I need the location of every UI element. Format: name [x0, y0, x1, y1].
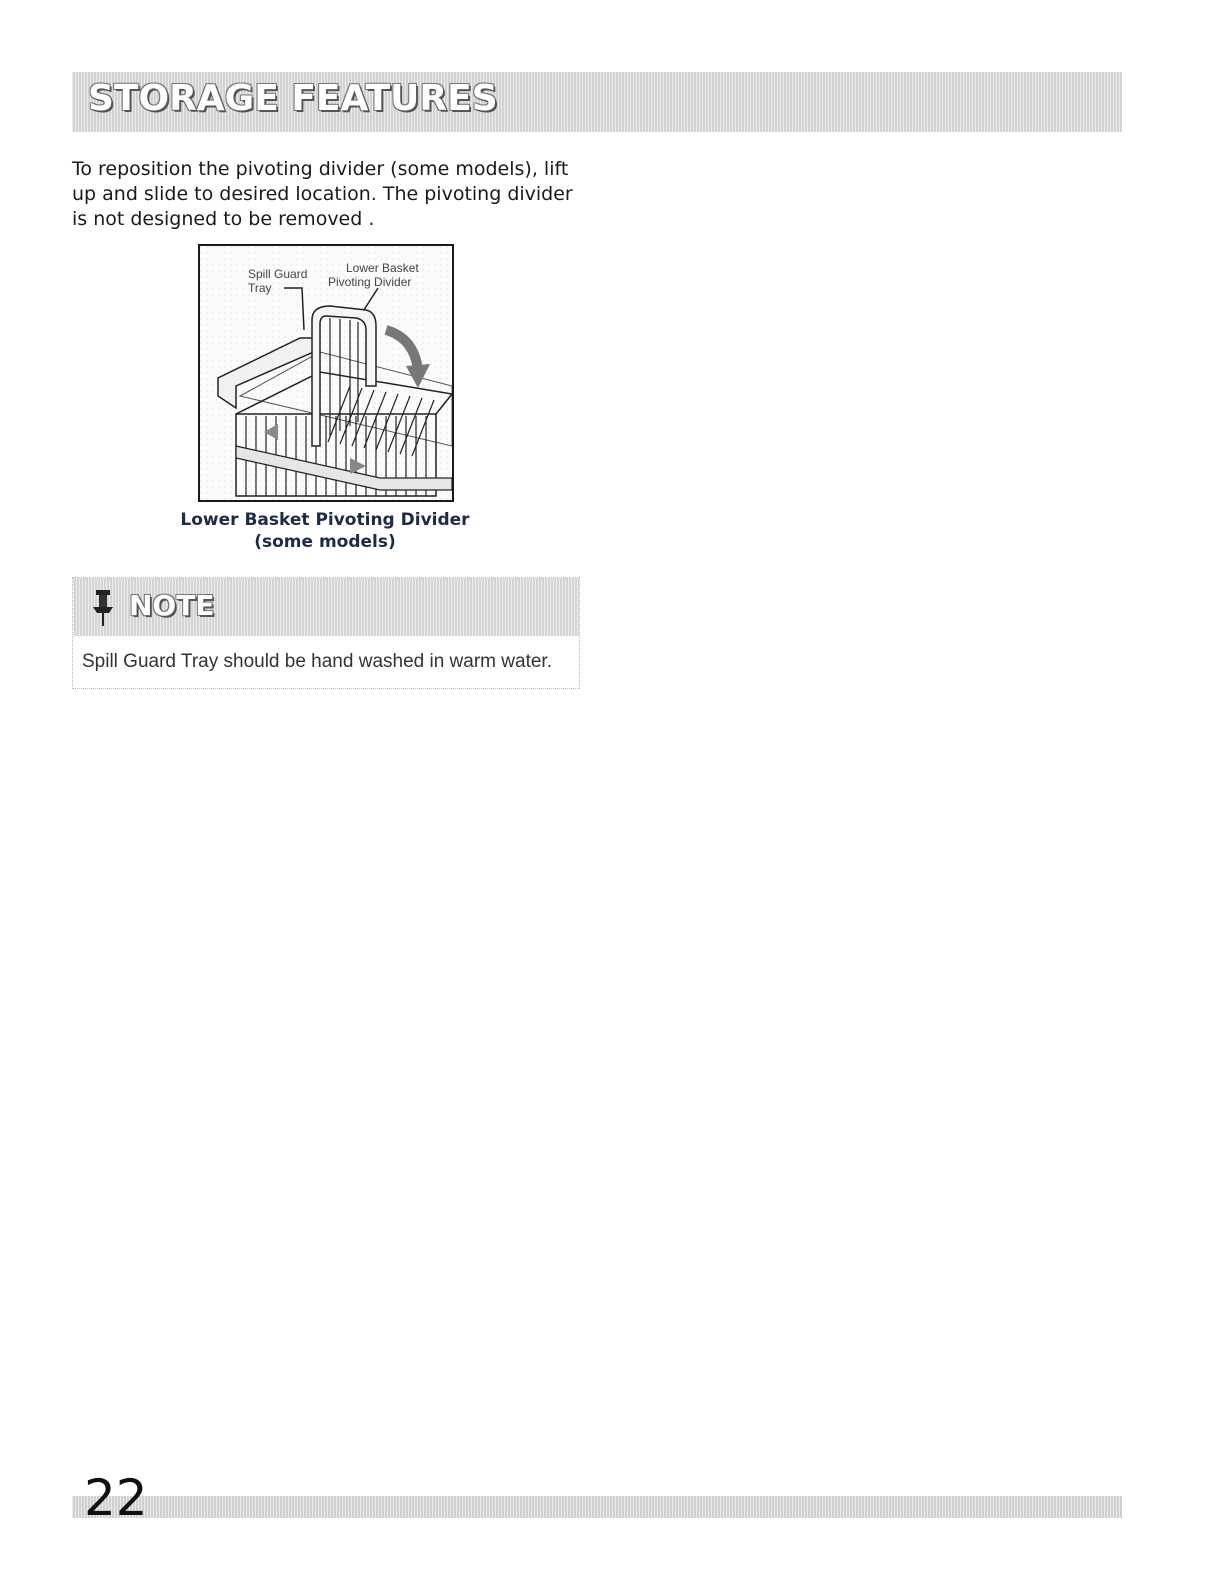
figure-caption	[160, 509, 490, 553]
divider-label-line2: Pivoting Divider	[328, 275, 412, 289]
footer-bar	[72, 1496, 1122, 1518]
pushpin-icon	[89, 588, 117, 628]
spill-guard-label: Spill Guard	[248, 267, 308, 281]
header-banner	[72, 72, 1122, 132]
basket-drawing	[200, 246, 452, 500]
figure-caption-line2: (some models)	[254, 532, 396, 552]
figure-caption-line1: Lower Basket Pivoting Divider	[180, 510, 470, 530]
basket-illustration	[198, 244, 454, 502]
page-title: STORAGE FEATURES	[88, 78, 498, 119]
note-header	[73, 578, 579, 636]
page-number: 22	[84, 1469, 148, 1527]
intro-paragraph: To reposition the pivoting divider (some models), lift up and slide to desired location. The pivoting divider is not designed to be removed .	[72, 158, 573, 230]
note-box	[72, 577, 580, 689]
spill-guard-label-line2: Tray	[248, 281, 272, 295]
note-title: NOTE	[129, 589, 215, 622]
note-text: Spill Guard Tray should be hand washed in warm water.	[82, 651, 552, 672]
divider-label: Lower Basket	[346, 261, 419, 275]
